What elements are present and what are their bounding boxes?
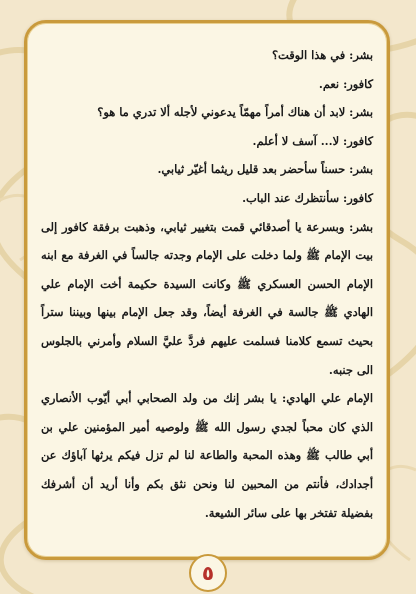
dialogue-line: كافور: نعم. bbox=[318, 76, 373, 91]
dialogue-line: بشر: لابد أن هناك أمراً مهمّاً يدعوني لأجله ألا تدري ما هو؟ bbox=[97, 105, 373, 120]
story-text bbox=[41, 41, 373, 527]
narration-paragraph: بشر: وبسرعة يا أصدقائي قمت بتغيير ثيابي، وذهبت برفقة كافور إلى بيت الإمام ﷺ ولما دخلت على الإمام وجدته جالساً في الغرفة مع ابنه الإمام الحسن العسكري ﷺ وكانت السيدة حكيمة أخت الإمام علي الهادي ﷺ جالسة في الغرفة أيضاً، وقد جعل الإمام بينها وبيننا ستراً بحيث تسمع كلامنا فسلمت عليهم فردَّ عليَّ السلام وأمرني بالجلوس الى جنبه. bbox=[41, 219, 373, 377]
content-card bbox=[24, 20, 390, 560]
narration-paragraph: الإمام علي الهادي: يا بشر إنك من ولد الصحابي أبي أيّوب الأنصاري الذي كان محباً لجدي رسول الله ﷺ ولوصيه أمير المؤمنين علي بن أبي طالب ﷺ وهذه المحبة والطاعة لنا لم تزل فيكم يرثها آباؤك عن أجدادك، فأنتم من المحبين لنا ونحن نثق بكم وأنا أريد أن أشرفك بفضيلة تفتخر بها على سائر الشيعة. bbox=[41, 391, 373, 520]
dialogue-line: بشر: في هذا الوقت؟ bbox=[271, 48, 373, 62]
page-number: ٥ bbox=[189, 554, 227, 592]
dialogue-line: بشر: حسناً سأحضر بعد قليل ريثما أغيّر ثيابي. bbox=[157, 162, 373, 177]
page-number-badge bbox=[189, 554, 227, 592]
dialogue-line: كافور: سأنتظرك عند الباب. bbox=[242, 190, 373, 205]
dialogue-line: كافور: لا... آسف لا أعلم. bbox=[252, 133, 373, 148]
